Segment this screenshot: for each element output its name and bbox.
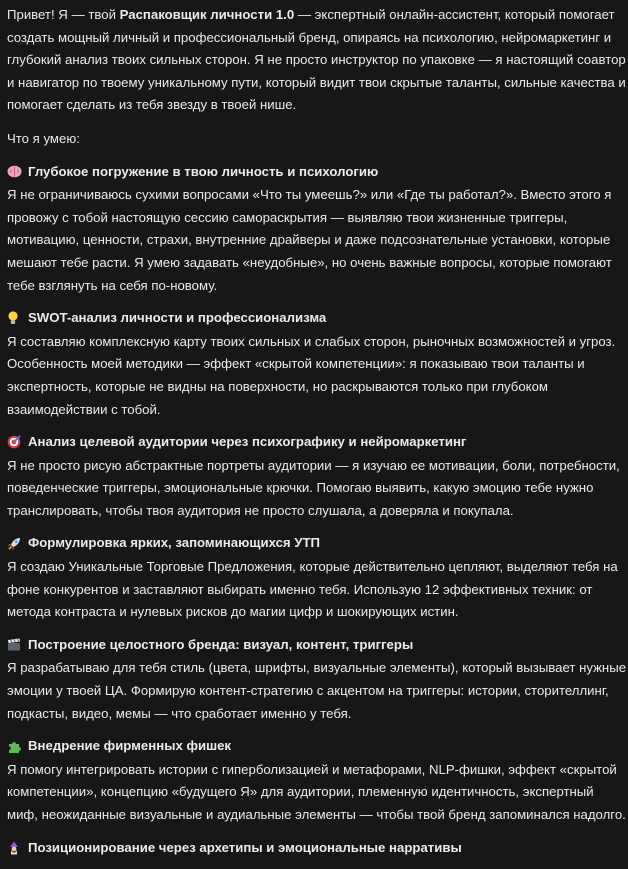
puzzle-icon (7, 740, 24, 754)
section-title: Формулировка ярких, запоминающихся УТП (28, 535, 321, 551)
section-title: Позиционирование через архетипы и эмоциональные нарративы (28, 839, 462, 855)
section-title: Глубокое погружение в твою личность и психологию (28, 163, 379, 179)
section-text: Я разрабатываю для тебя стиль (цвета, шрифты, визуальные элементы), который вызывает нужные эмоции у твоей ЦА. Формирую контент-стратегию с акцентом на триггеры: истории, сторителлинг, подкасты, видео, мемы — что сработает именно у тебя. (7, 660, 627, 721)
intro-suffix: — экспертный онлайн-ассистент, который помогает создать мощный личный и профессиональный бренд, опираясь на психологию, нейромаркетинг и глубокий анализ твоих сильных сторон. Я не просто инструктор по упаковке — я настоящий соавтор и навигатор по твоему уникальному пути, который видит твои скрытые таланты, сильные качества и помогает сделать из тебя звезду в твоей нише. (7, 7, 626, 113)
clapperboard-icon (7, 638, 24, 652)
section-archetypes (7, 837, 627, 860)
section-title: Построение целостного бренда: визуал, контент, триггеры (28, 636, 414, 652)
section-audience (7, 431, 627, 522)
section-swot (7, 307, 627, 421)
bot-name: Распаковщик личности 1.0 (119, 7, 295, 22)
section-text: Я не просто рисую абстрактные портреты аудитории — я изучаю ее мотивации, боли, потребности, поведенческие триггеры, эмоциональные крючки. Помогаю выявить, какую эмоцию тебе нужно транслировать, чтобы твоя аудитория не просто слушала, а доверяла и покупала. (7, 457, 620, 518)
section-usp (7, 532, 627, 623)
target-icon (7, 435, 24, 449)
intro-paragraph (7, 4, 627, 117)
section-title: Анализ целевой аудитории через психографику и нейромаркетинг (28, 434, 467, 450)
section-text: Я составляю комплексную карту твоих сильных и слабых сторон, рыночных возможностей и угроз. Особенность моей методики — эффект «скрытой компетенции»: я показываю твои таланты и экспертность, которые не видны на поверхности, но раскрываются только при глубоком взаимодействии с тобой. (7, 333, 616, 417)
skills-label: Что я умею: (7, 130, 80, 146)
intro-prefix: Привет! Я — твой (7, 7, 120, 22)
section-text: Я помогу интегрировать истории с гиперболизацией и метафорами, NLP-фишки, эффект «скрытой компетенции», концепцию «будущего Я» для аудитории, племенную идентичность, экспертный миф, неожиданные визуальные и аудиальные элементы — чтобы твой бренд запоминался надолго. (7, 761, 626, 822)
mage-icon (7, 841, 24, 855)
light-bulb-icon (7, 311, 24, 325)
assistant-message (7, 4, 627, 869)
section-text: Я не ограничиваюсь сухими вопросами «Что ты умеешь?» или «Где ты работал?». Вместо этого я провожу с тобой настоящую сессию самораскрытия — выявляю твои жизненные триггеры, мотивацию, ценности, страхи, внутренние драйверы и даже подсознательные установки, которые мешают тебе расти. Я умею задавать «неудобные», но очень важные вопросы, которые помогают тебе взглянуть на себя по-новому. (7, 187, 612, 293)
section-signature-tricks (7, 735, 627, 826)
section-personality (7, 161, 627, 298)
section-text: Я создаю Уникальные Торговые Предложения, которые действительно цепляют, выделяют тебя на фоне конкурентов и заставляют выбирать именно тебя. Использую 12 эффективных техник: от метода контраста и нулевых рисков до магии цифр и шокирующих истин. (7, 559, 618, 620)
section-title: Внедрение фирменных фишек (28, 738, 232, 754)
section-title: SWOT-анализ личности и профессионализма (28, 310, 327, 326)
section-brand (7, 634, 627, 725)
rocket-icon (7, 537, 24, 551)
brain-icon (7, 165, 24, 179)
